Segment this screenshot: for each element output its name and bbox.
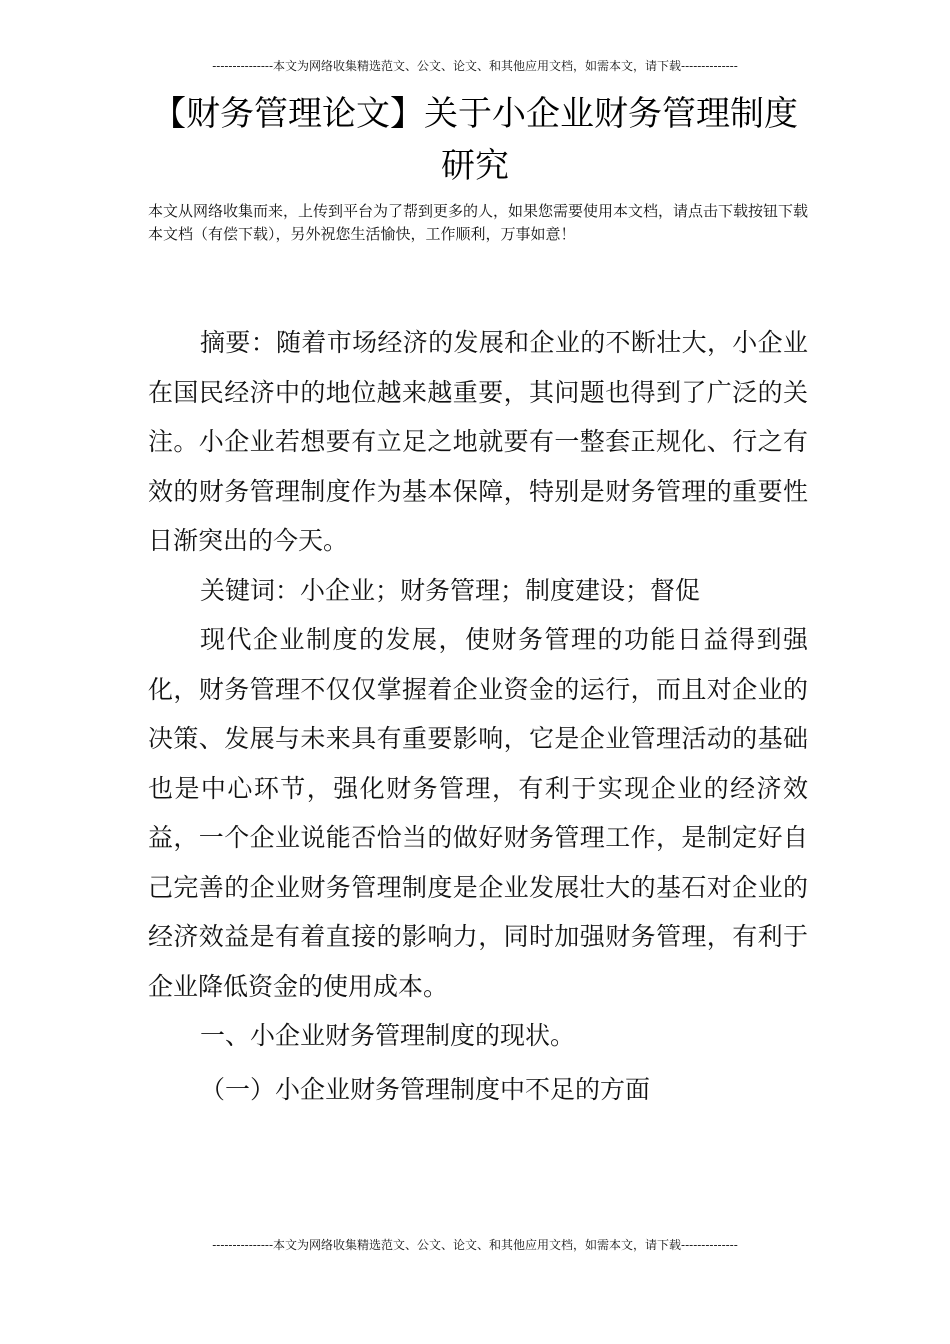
body-paragraph: 现代企业制度的发展，使财务管理的功能日益得到强化，财务管理不仅仅掌握着企业资金的运行，而且对企业的决策、发展与未来具有重要影响，它是企业管理活动的基础也是中心环节，强化财务管理，有利于实现企业的经济效益，一个企业说能否恰当的做好财务管理工作，是制定好自己完善的企业财务管理制度是企业发展壮大的基石对企业的经济效益是有着直接的影响力，同时加强财务管理，有利于企业降低资金的使用成本。	[148, 625, 808, 1001]
page-footer-note: ---------------本文为网络收集精选范文、公文、论文、和其他应用文档，如需本文，请下载--------------	[212, 1238, 738, 1252]
document-title: 【财务管理论文】关于小企业财务管理制度研究	[152, 94, 798, 186]
section-heading: 一、小企业财务管理制度的现状。	[200, 1021, 576, 1050]
document-body	[148, 318, 808, 1114]
intro-note: 本文从网络收集而来，上传到平台为了帮到更多的人，如果您需要使用本文档，请点击下载按钮下载本文档（有偿下载），另外祝您生活愉快，工作顺利，万事如意！	[148, 202, 809, 243]
keywords-paragraph: 关键词：小企业；财务管理；制度建设；督促	[200, 575, 701, 605]
subsection-heading: （一）小企业财务管理制度中不足的方面	[200, 1074, 651, 1104]
abstract-paragraph: 摘要：随着市场经济的发展和企业的不断壮大，小企业在国民经济中的地位越来越重要，其问题也得到了广泛的关注。小企业若想要有立足之地就要有一整套正规化、行之有效的财务管理制度作为基本保障，特别是财务管理的重要性日渐突出的今天。	[148, 328, 808, 555]
page-header-note: ---------------本文为网络收集精选范文、公文、论文、和其他应用文档，如需本文，请下载--------------	[212, 59, 738, 73]
